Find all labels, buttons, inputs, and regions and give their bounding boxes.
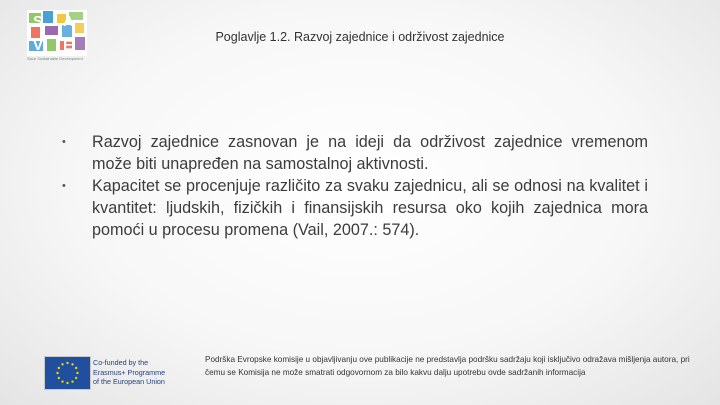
eu-star <box>61 363 63 365</box>
eu-star <box>71 380 73 382</box>
bullet-list <box>62 131 648 241</box>
page-title: Poglavlje 1.2. Razvoj zajednice i održivost zajednice <box>215 30 505 44</box>
eu-stars-icon <box>45 357 90 389</box>
eu-star <box>66 362 68 364</box>
bullet-text: Razvoj zajednice zasnovan je na ideji da održivost zajednice vremenom može biti unapređen na samostalnoj aktivnosti. <box>92 133 648 173</box>
eu-star <box>66 382 68 384</box>
eu-line: Erasmus+ Programme <box>93 367 166 377</box>
bullet-icon: • <box>62 180 66 192</box>
eu-cofunded-logo <box>44 356 184 390</box>
logo-letter: V <box>33 37 44 54</box>
bullet-item <box>62 131 648 175</box>
eu-star <box>76 372 78 374</box>
eu-star <box>71 363 73 365</box>
bullet-text: Kapacitet se procenjuje različito za svaku zajednicu, ali se odnosi na kvalitet i kvantitet: ljudskih, fizičkih i finansijskih resursa oko kojih zajednica mora pomoći u procesu promena (Vail, 2007.: 574). <box>92 177 648 239</box>
eu-cofunded-text <box>93 358 188 387</box>
logo-letter: S <box>33 13 44 30</box>
eu-star <box>58 377 60 379</box>
eu-flag-icon <box>44 356 91 390</box>
eu-star <box>75 367 77 369</box>
eu-star <box>56 372 58 374</box>
eu-disclaimer: Podrška Evropske komisije u objavljivanju ove publikacije ne predstavlja podršku sadržaju koji isključivo odražava mišljenja autora, pri čemu se Komisija ne može smatrati odgovornom za bilo kakvu dalju upotrebu ovde sadržanih informacija <box>205 355 690 377</box>
logo-letter: E <box>63 37 74 54</box>
eu-line: of the European Union <box>93 377 165 386</box>
eu-star <box>58 367 60 369</box>
bullet-item <box>62 175 648 241</box>
logo-caption: Save Sustainable Development <box>27 56 83 61</box>
eu-line: Co-funded by the <box>93 358 149 367</box>
logo-letter: A <box>63 13 74 30</box>
eu-star <box>61 380 63 382</box>
eu-star <box>75 377 77 379</box>
bullet-icon: • <box>62 136 66 148</box>
